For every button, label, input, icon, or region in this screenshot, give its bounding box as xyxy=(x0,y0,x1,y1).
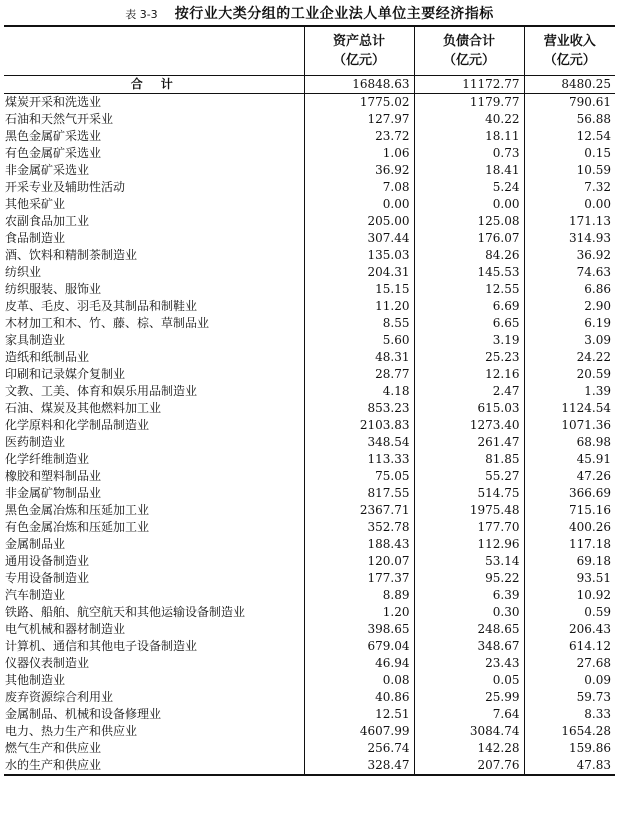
table-row xyxy=(4,383,615,400)
revenue-cell: 8.33 xyxy=(524,706,615,723)
table-row xyxy=(4,366,615,383)
liabilities-cell: 6.39 xyxy=(414,587,524,604)
table-row xyxy=(4,111,615,128)
revenue-cell: 6.86 xyxy=(524,281,615,298)
table-row xyxy=(4,553,615,570)
industry-cell: 电气机械和器材制造业 xyxy=(5,622,126,636)
revenue-cell: 366.69 xyxy=(524,485,615,502)
liabilities-cell: 23.43 xyxy=(414,655,524,672)
table-body xyxy=(4,76,615,776)
revenue-cell: 1654.28 xyxy=(524,723,615,740)
revenue-cell: 24.22 xyxy=(524,349,615,366)
revenue-cell: 171.13 xyxy=(524,213,615,230)
industry-cell: 其他制造业 xyxy=(5,673,66,687)
table-row xyxy=(4,570,615,587)
header-liabilities xyxy=(414,26,524,76)
assets-cell: 2367.71 xyxy=(304,502,414,519)
table-row xyxy=(4,298,615,315)
liabilities-cell: 145.53 xyxy=(414,264,524,281)
liabilities-cell: 0.30 xyxy=(414,604,524,621)
assets-cell: 46.94 xyxy=(304,655,414,672)
assets-cell: 853.23 xyxy=(304,400,414,417)
assets-cell: 0.00 xyxy=(304,196,414,213)
liabilities-cell: 142.28 xyxy=(414,740,524,757)
assets-cell: 328.47 xyxy=(304,757,414,775)
economic-indicators-table xyxy=(4,25,615,776)
industry-cell: 黑色金属冶炼和压延加工业 xyxy=(5,503,150,517)
liabilities-cell: 6.65 xyxy=(414,315,524,332)
table-row xyxy=(4,400,615,417)
industry-cell: 水的生产和供应业 xyxy=(4,757,304,775)
industry-cell: 农副食品加工业 xyxy=(5,214,90,228)
table-row xyxy=(4,179,615,196)
table-row xyxy=(4,315,615,332)
industry-cell: 纺织服装、服饰业 xyxy=(5,282,102,296)
liabilities-cell: 125.08 xyxy=(414,213,524,230)
liabilities-cell: 7.64 xyxy=(414,706,524,723)
liabilities-cell: 514.75 xyxy=(414,485,524,502)
assets-cell: 307.44 xyxy=(304,230,414,247)
table-row xyxy=(4,740,615,757)
industry-cell: 废弃资源综合利用业 xyxy=(5,690,114,704)
header-assets xyxy=(304,26,414,76)
assets-cell: 205.00 xyxy=(304,213,414,230)
assets-cell: 352.78 xyxy=(304,519,414,536)
industry-cell: 石油和天然气开采业 xyxy=(5,112,114,126)
liabilities-cell: 3084.74 xyxy=(414,723,524,740)
industry-cell: 酒、饮料和精制茶制造业 xyxy=(5,248,138,262)
header-industry xyxy=(4,26,304,76)
industry-cell: 化学原料和化学制品制造业 xyxy=(5,418,150,432)
industry-cell: 纺织业 xyxy=(5,265,42,279)
assets-cell: 0.08 xyxy=(304,672,414,689)
assets-cell: 120.07 xyxy=(304,553,414,570)
table-row xyxy=(4,230,615,247)
industry-cell: 汽车制造业 xyxy=(5,588,66,602)
industry-cell: 金属制品业 xyxy=(5,537,66,551)
revenue-cell: 68.98 xyxy=(524,434,615,451)
header-revenue xyxy=(524,26,615,76)
liabilities-cell: 348.67 xyxy=(414,638,524,655)
header-liabilities-unit: （亿元） xyxy=(442,53,495,68)
industry-cell: 非金属矿物制品业 xyxy=(5,486,102,500)
revenue-cell: 117.18 xyxy=(524,536,615,553)
table-row xyxy=(4,502,615,519)
header-assets-unit: （亿元） xyxy=(332,53,385,68)
liabilities-cell: 5.24 xyxy=(414,179,524,196)
table-row xyxy=(4,281,615,298)
industry-cell: 通用设备制造业 xyxy=(5,554,90,568)
revenue-cell: 93.51 xyxy=(524,570,615,587)
table-header-row xyxy=(4,26,615,76)
header-assets-label: 资产总计 xyxy=(332,34,385,49)
liabilities-cell: 6.69 xyxy=(414,298,524,315)
revenue-cell: 6.19 xyxy=(524,315,615,332)
assets-cell: 40.86 xyxy=(304,689,414,706)
liabilities-cell: 1975.48 xyxy=(414,502,524,519)
assets-cell: 4.18 xyxy=(304,383,414,400)
table-row xyxy=(4,757,615,775)
revenue-cell: 56.88 xyxy=(524,111,615,128)
assets-cell: 1.20 xyxy=(304,604,414,621)
assets-cell: 36.92 xyxy=(304,162,414,179)
header-revenue-label: 营业收入 xyxy=(543,34,596,49)
liabilities-cell: 261.47 xyxy=(414,434,524,451)
liabilities-cell: 18.41 xyxy=(414,162,524,179)
revenue-cell: 0.09 xyxy=(524,672,615,689)
revenue-cell: 20.59 xyxy=(524,366,615,383)
industry-cell: 铁路、船舶、航空航天和其他运输设备制造业 xyxy=(5,605,246,619)
table-row xyxy=(4,264,615,281)
table-row xyxy=(4,94,615,112)
total-assets: 16848.63 xyxy=(304,76,414,94)
assets-cell: 398.65 xyxy=(304,621,414,638)
industry-cell: 化学纤维制造业 xyxy=(5,452,90,466)
assets-cell: 23.72 xyxy=(304,128,414,145)
table-row xyxy=(4,162,615,179)
revenue-cell: 206.43 xyxy=(524,621,615,638)
revenue-cell: 0.15 xyxy=(524,145,615,162)
revenue-cell: 3.09 xyxy=(524,332,615,349)
assets-cell: 817.55 xyxy=(304,485,414,502)
industry-cell: 家具制造业 xyxy=(5,333,66,347)
liabilities-cell: 177.70 xyxy=(414,519,524,536)
assets-cell: 4607.99 xyxy=(304,723,414,740)
table-row xyxy=(4,519,615,536)
liabilities-cell: 12.55 xyxy=(414,281,524,298)
revenue-cell: 1.39 xyxy=(524,383,615,400)
total-row xyxy=(4,76,615,94)
industry-cell: 燃气生产和供应业 xyxy=(5,741,102,755)
liabilities-cell: 25.99 xyxy=(414,689,524,706)
table-title xyxy=(0,3,619,23)
liabilities-cell: 40.22 xyxy=(414,111,524,128)
total-label: 合计 xyxy=(4,76,304,94)
industry-cell: 金属制品、机械和设备修理业 xyxy=(5,707,162,721)
assets-cell: 256.74 xyxy=(304,740,414,757)
table-row xyxy=(4,434,615,451)
assets-cell: 188.43 xyxy=(304,536,414,553)
header-liabilities-label: 负债合计 xyxy=(442,34,495,49)
industry-cell: 非金属矿采选业 xyxy=(5,163,90,177)
revenue-cell: 36.92 xyxy=(524,247,615,264)
assets-cell: 15.15 xyxy=(304,281,414,298)
liabilities-cell: 18.11 xyxy=(414,128,524,145)
industry-cell: 印刷和记录媒介复制业 xyxy=(5,367,126,381)
liabilities-cell: 1273.40 xyxy=(414,417,524,434)
revenue-cell: 790.61 xyxy=(524,94,615,112)
table-title-text: 按行业大类分组的工业企业法人单位主要经济指标 xyxy=(174,6,494,22)
table-row xyxy=(4,689,615,706)
revenue-cell: 614.12 xyxy=(524,638,615,655)
liabilities-cell: 176.07 xyxy=(414,230,524,247)
assets-cell: 75.05 xyxy=(304,468,414,485)
revenue-cell: 400.26 xyxy=(524,519,615,536)
industry-cell: 仪器仪表制造业 xyxy=(5,656,90,670)
liabilities-cell: 207.76 xyxy=(414,757,524,775)
industry-cell: 煤炭开采和洗选业 xyxy=(5,95,102,109)
industry-cell: 食品制造业 xyxy=(5,231,66,245)
revenue-cell: 69.18 xyxy=(524,553,615,570)
table-row xyxy=(4,349,615,366)
industry-cell: 其他采矿业 xyxy=(5,197,66,211)
table-row xyxy=(4,451,615,468)
industry-cell: 石油、煤炭及其他燃料加工业 xyxy=(5,401,162,415)
assets-cell: 48.31 xyxy=(304,349,414,366)
assets-cell: 1.06 xyxy=(304,145,414,162)
assets-cell: 135.03 xyxy=(304,247,414,264)
table-row xyxy=(4,672,615,689)
industry-cell: 开采专业及辅助性活动 xyxy=(5,180,126,194)
assets-cell: 28.77 xyxy=(304,366,414,383)
liabilities-cell: 25.23 xyxy=(414,349,524,366)
industry-cell: 专用设备制造业 xyxy=(5,571,90,585)
industry-cell: 有色金属冶炼和压延加工业 xyxy=(5,520,150,534)
table-row xyxy=(4,145,615,162)
liabilities-cell: 12.16 xyxy=(414,366,524,383)
assets-cell: 12.51 xyxy=(304,706,414,723)
assets-cell: 7.08 xyxy=(304,179,414,196)
revenue-cell: 159.86 xyxy=(524,740,615,757)
table-row xyxy=(4,417,615,434)
revenue-cell: 314.93 xyxy=(524,230,615,247)
revenue-cell: 10.59 xyxy=(524,162,615,179)
industry-cell: 橡胶和塑料制品业 xyxy=(5,469,102,483)
revenue-cell: 12.54 xyxy=(524,128,615,145)
assets-cell: 8.55 xyxy=(304,315,414,332)
total-liabilities: 11172.77 xyxy=(414,76,524,94)
header-revenue-unit: （亿元） xyxy=(543,53,596,68)
liabilities-cell: 0.05 xyxy=(414,672,524,689)
revenue-cell: 27.68 xyxy=(524,655,615,672)
revenue-cell: 0.00 xyxy=(524,196,615,213)
table-row xyxy=(4,536,615,553)
revenue-cell: 59.73 xyxy=(524,689,615,706)
liabilities-cell: 0.00 xyxy=(414,196,524,213)
revenue-cell: 2.90 xyxy=(524,298,615,315)
industry-cell: 电力、热力生产和供应业 xyxy=(5,724,138,738)
assets-cell: 348.54 xyxy=(304,434,414,451)
revenue-cell: 74.63 xyxy=(524,264,615,281)
revenue-cell: 0.59 xyxy=(524,604,615,621)
table-row xyxy=(4,468,615,485)
assets-cell: 679.04 xyxy=(304,638,414,655)
assets-cell: 2103.83 xyxy=(304,417,414,434)
liabilities-cell: 112.96 xyxy=(414,536,524,553)
liabilities-cell: 1179.77 xyxy=(414,94,524,112)
liabilities-cell: 53.14 xyxy=(414,553,524,570)
industry-cell: 木材加工和木、竹、藤、棕、草制品业 xyxy=(5,316,210,330)
industry-cell: 计算机、通信和其他电子设备制造业 xyxy=(5,639,198,653)
table-row xyxy=(4,247,615,264)
liabilities-cell: 615.03 xyxy=(414,400,524,417)
table-row xyxy=(4,485,615,502)
table-row xyxy=(4,621,615,638)
table-row xyxy=(4,723,615,740)
table-row xyxy=(4,706,615,723)
revenue-cell: 7.32 xyxy=(524,179,615,196)
table-row xyxy=(4,604,615,621)
liabilities-cell: 95.22 xyxy=(414,570,524,587)
liabilities-cell: 2.47 xyxy=(414,383,524,400)
liabilities-cell: 55.27 xyxy=(414,468,524,485)
industry-cell: 皮革、毛皮、羽毛及其制品和制鞋业 xyxy=(5,299,198,313)
revenue-cell: 45.91 xyxy=(524,451,615,468)
assets-cell: 113.33 xyxy=(304,451,414,468)
revenue-cell: 10.92 xyxy=(524,587,615,604)
assets-cell: 1775.02 xyxy=(304,94,414,112)
revenue-cell: 715.16 xyxy=(524,502,615,519)
industry-cell: 造纸和纸制品业 xyxy=(5,350,90,364)
table-row xyxy=(4,587,615,604)
liabilities-cell: 3.19 xyxy=(414,332,524,349)
table-number: 表 3-3 xyxy=(125,8,158,21)
revenue-cell: 1124.54 xyxy=(524,400,615,417)
liabilities-cell: 81.85 xyxy=(414,451,524,468)
industry-cell: 有色金属矿采选业 xyxy=(5,146,102,160)
revenue-cell: 1071.36 xyxy=(524,417,615,434)
table-row xyxy=(4,332,615,349)
liabilities-cell: 248.65 xyxy=(414,621,524,638)
table-row xyxy=(4,196,615,213)
industry-cell: 医药制造业 xyxy=(5,435,66,449)
assets-cell: 8.89 xyxy=(304,587,414,604)
liabilities-cell: 0.73 xyxy=(414,145,524,162)
revenue-cell: 47.26 xyxy=(524,468,615,485)
assets-cell: 177.37 xyxy=(304,570,414,587)
total-revenue: 8480.25 xyxy=(524,76,615,94)
table-row xyxy=(4,655,615,672)
table-row xyxy=(4,213,615,230)
industry-cell: 黑色金属矿采选业 xyxy=(5,129,102,143)
table-row xyxy=(4,128,615,145)
table-row xyxy=(4,638,615,655)
revenue-cell: 47.83 xyxy=(524,757,615,775)
assets-cell: 204.31 xyxy=(304,264,414,281)
industry-cell: 文教、工美、体育和娱乐用品制造业 xyxy=(5,384,198,398)
assets-cell: 5.60 xyxy=(304,332,414,349)
assets-cell: 11.20 xyxy=(304,298,414,315)
assets-cell: 127.97 xyxy=(304,111,414,128)
liabilities-cell: 84.26 xyxy=(414,247,524,264)
